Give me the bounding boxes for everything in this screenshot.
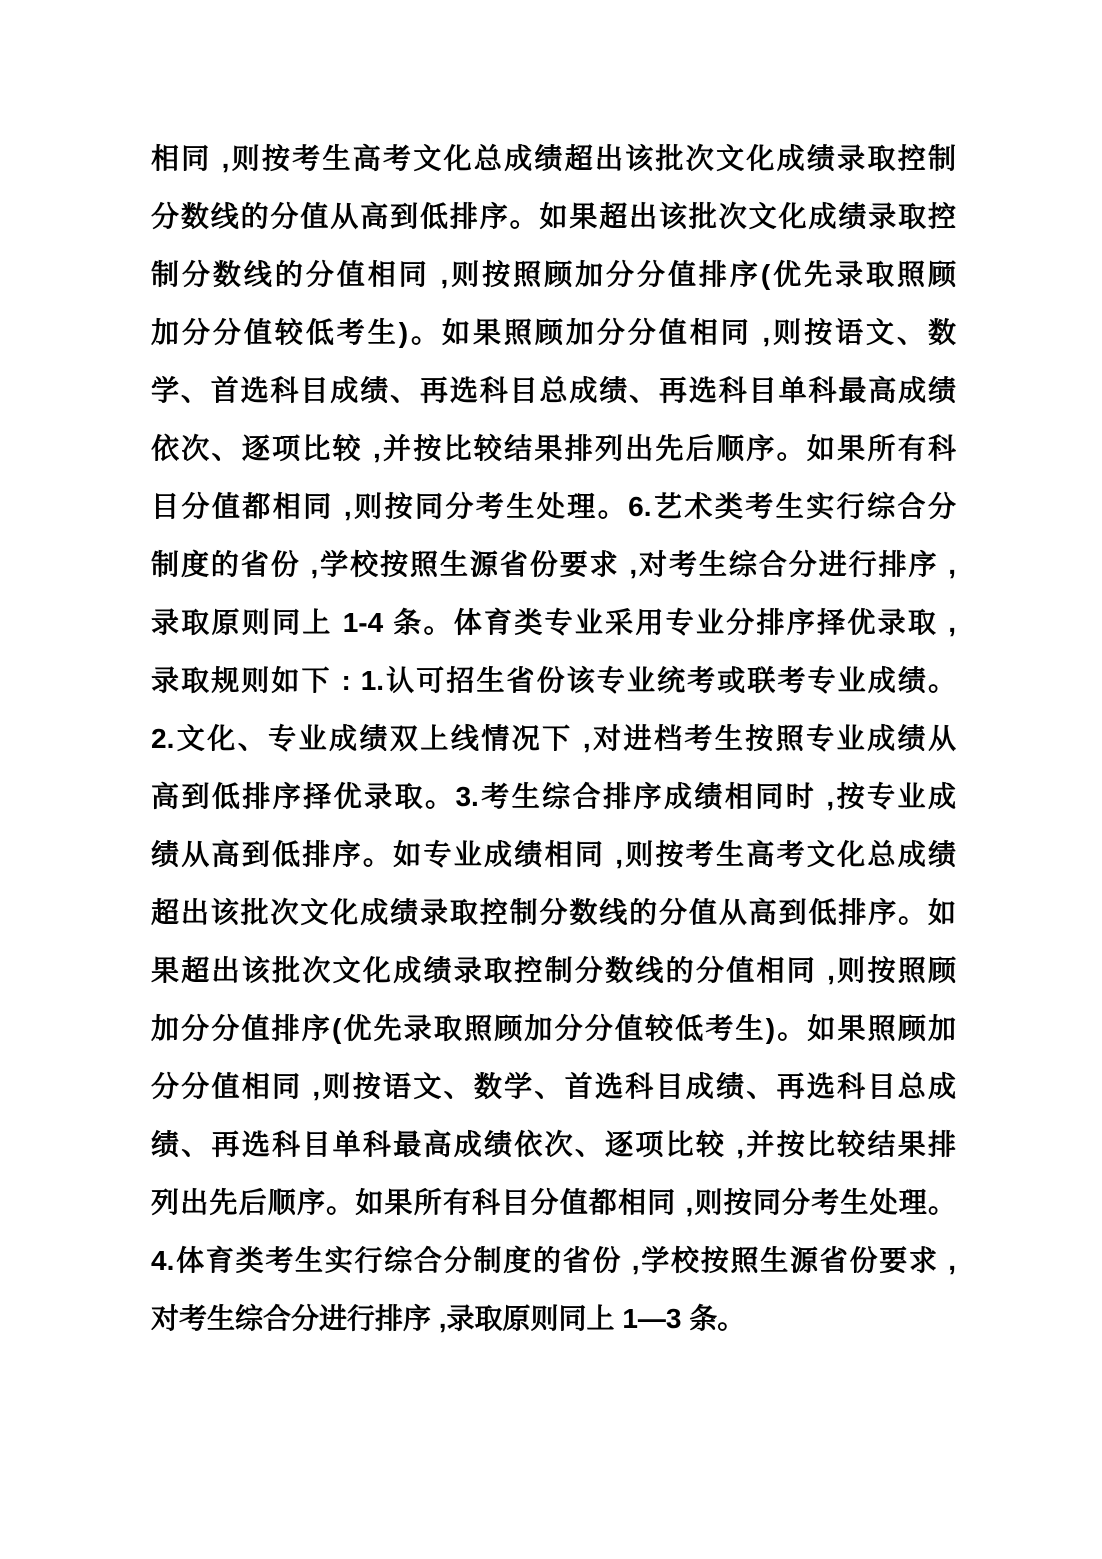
text-line: 分数线的分值从高到低排序。如果超出该批次文化成绩录取控	[151, 201, 956, 232]
text-line: 依次、逐项比较 ,并按比较结果排列出先后顺序。如果所有科	[151, 433, 956, 464]
text-line: 绩、再选科目单科最高成绩依次、逐项比较 ,并按比较结果排	[151, 1129, 956, 1160]
text-line: 分分值相同 ,则按语文、数学、首选科目成绩、再选科目总成	[151, 1071, 956, 1102]
text-line: 制度的省份 ,学校按照生源省份要求 ,对考生综合分进行排序 ,	[151, 549, 956, 580]
text-line: 绩从高到低排序。如专业成绩相同 ,则按考生高考文化总成绩	[151, 839, 956, 870]
text-line: 制分数线的分值相同 ,则按照顾加分分值排序(优先录取照顾	[151, 259, 956, 290]
text-line: 加分分值排序(优先录取照顾加分分值较低考生)。如果照顾加	[151, 1013, 956, 1044]
text-line: 高到低排序择优录取。3.考生综合排序成绩相同时 ,按专业成	[151, 781, 956, 812]
text-line: 2.文化、专业成绩双上线情况下 ,对进档考生按照专业成绩从	[151, 723, 956, 754]
text-line: 超出该批次文化成绩录取控制分数线的分值从高到低排序。如	[151, 897, 956, 928]
text-line: 加分分值较低考生)。如果照顾加分分值相同 ,则按语文、数	[151, 317, 956, 348]
document-text-block	[151, 130, 956, 1348]
text-line: 列出先后顺序。如果所有科目分值都相同 ,则按同分考生处理。	[151, 1187, 956, 1218]
text-line: 对考生综合分进行排序 ,录取原则同上 1—3 条。	[151, 1303, 746, 1334]
text-line: 学、首选科目成绩、再选科目总成绩、再选科目单科最高成绩	[151, 375, 956, 406]
text-line: 果超出该批次文化成绩录取控制分数线的分值相同 ,则按照顾	[151, 955, 956, 986]
text-line: 相同 ,则按考生高考文化总成绩超出该批次文化成绩录取控制	[151, 143, 956, 174]
text-line: 4.体育类考生实行综合分制度的省份 ,学校按照生源省份要求 ,	[151, 1245, 956, 1276]
text-line: 录取规则如下 : 1.认可招生省份该专业统考或联考专业成绩。	[151, 665, 956, 696]
text-line: 录取原则同上 1-4 条。体育类专业采用专业分排序择优录取 ,	[151, 607, 956, 638]
text-line: 目分值都相同 ,则按同分考生处理。6.艺术类考生实行综合分	[151, 491, 956, 522]
